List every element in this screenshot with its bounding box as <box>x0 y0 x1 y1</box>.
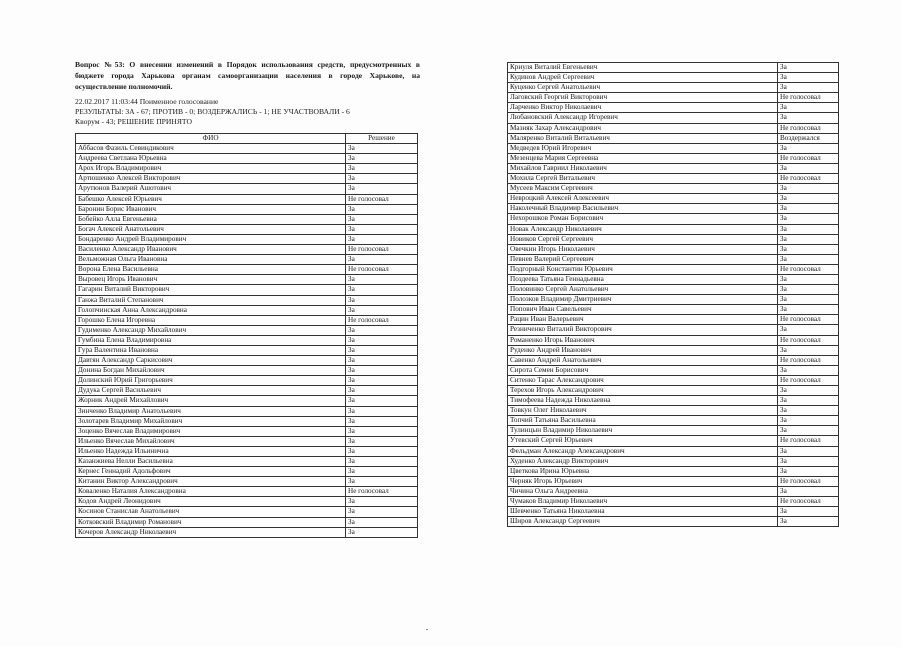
table-row <box>76 174 418 184</box>
vote-decision: Не голосовал <box>346 315 418 325</box>
vote-decision: За <box>778 386 839 396</box>
deputy-name: Подгорный Константин Юрьевич <box>508 264 778 274</box>
table-row <box>76 204 418 214</box>
deputy-name: Бондаренко Андрей Владимирович <box>76 234 346 244</box>
table-row <box>76 477 418 487</box>
deputy-name: Котковский Владимир Романович <box>76 517 346 527</box>
table-header-row <box>76 134 418 144</box>
deputy-name: Мусеев Максим Сергеевич <box>508 184 778 194</box>
deputy-name: Кернес Геннадий Адольфович <box>76 467 346 477</box>
table-row <box>508 204 839 214</box>
table-row <box>508 436 839 446</box>
table-row <box>508 143 839 153</box>
table-row <box>508 254 839 264</box>
vote-decision: Не голосовал <box>778 153 839 163</box>
deputy-name: Жорник Андрей Михайлович <box>76 396 346 406</box>
deputy-name: Вельможная Ольга Ивановна <box>76 255 346 265</box>
table-row <box>508 113 839 123</box>
vote-decision: За <box>778 244 839 254</box>
deputy-name: Дудука Сергей Васильевич <box>76 386 346 396</box>
table-row <box>76 285 418 295</box>
table-row <box>508 73 839 83</box>
vote-decision: За <box>778 446 839 456</box>
vote-decision: За <box>346 426 418 436</box>
table-row <box>508 274 839 284</box>
vote-decision: За <box>346 325 418 335</box>
deputy-name: Терехов Игорь Александрович <box>508 386 778 396</box>
deputy-name: Савенко Андрей Анатольевич <box>508 355 778 365</box>
table-row <box>76 366 418 376</box>
vote-decision: За <box>778 295 839 305</box>
table-row <box>76 194 418 204</box>
votes-table-right-body <box>508 63 839 527</box>
vote-decision: За <box>778 63 839 73</box>
deputy-name: Гудименко Александр Михайлович <box>76 325 346 335</box>
deputy-name: Мохила Сергей Витальевич <box>508 174 778 184</box>
deputy-name: Косинов Станислав Анатольевич <box>76 507 346 517</box>
vote-decision: За <box>778 456 839 466</box>
table-row <box>76 416 418 426</box>
table-row <box>76 527 418 537</box>
vote-decision: За <box>346 204 418 214</box>
vote-decision: Не голосовал <box>778 355 839 365</box>
vote-decision: За <box>346 446 418 456</box>
deputy-name: Овечкин Игорь Николаевич <box>508 244 778 254</box>
table-row <box>76 154 418 164</box>
vote-decision: За <box>346 416 418 426</box>
question-title: Вопрос №53: О внесении изменений в Порядок использования средств, предусмотренных в бюджете города Харькова органам самоорганизации населения в городе Харькове, на осуществление полномочий. <box>75 60 420 91</box>
table-row <box>76 245 418 255</box>
table-row <box>508 345 839 355</box>
table-row <box>508 305 839 315</box>
vote-decision: За <box>346 224 418 234</box>
vote-decision: Не голосовал <box>778 264 839 274</box>
vote-decision: За <box>778 113 839 123</box>
question-header <box>75 59 420 127</box>
vote-decision: За <box>346 295 418 305</box>
table-row <box>508 446 839 456</box>
deputy-name: Гура Валентина Ивановна <box>76 345 346 355</box>
table-row <box>76 376 418 386</box>
vote-decision: За <box>346 285 418 295</box>
table-row <box>508 194 839 204</box>
deputy-name: Кочеров Александр Николаевич <box>76 527 346 537</box>
deputy-name: Гумбина Елена Владимировна <box>76 335 346 345</box>
deputy-name: Гагарин Виталий Викторович <box>76 285 346 295</box>
table-row <box>508 133 839 143</box>
table-row <box>508 416 839 426</box>
vote-decision: Не голосовал <box>346 487 418 497</box>
vote-decision: За <box>778 396 839 406</box>
deputy-name: Куценко Сергей Анатольевич <box>508 83 778 93</box>
table-row <box>76 396 418 406</box>
deputy-name: Донина Богдан Михайлович <box>76 366 346 376</box>
table-row <box>76 325 418 335</box>
table-row <box>508 163 839 173</box>
table-row <box>508 123 839 133</box>
deputy-name: Золотарев Владимир Михайлович <box>76 416 346 426</box>
table-row <box>76 356 418 366</box>
column-header-decision: Решение <box>346 134 418 144</box>
table-row <box>76 426 418 436</box>
deputy-name: Топчий Татьяна Васильевна <box>508 416 778 426</box>
vote-decision: Не голосовал <box>346 194 418 204</box>
vote-decision: За <box>778 163 839 173</box>
table-row <box>76 275 418 285</box>
vote-decision: За <box>346 144 418 154</box>
table-row <box>76 406 418 416</box>
table-row <box>508 406 839 416</box>
vote-decision: За <box>346 184 418 194</box>
vote-decision: За <box>778 73 839 83</box>
vote-decision: За <box>346 174 418 184</box>
deputy-name: Артюшенко Алексей Викторович <box>76 174 346 184</box>
vote-decision: Не голосовал <box>778 123 839 133</box>
deputy-name: Медведев Юрий Игоревич <box>508 143 778 153</box>
vote-decision: За <box>346 335 418 345</box>
deputy-name: Невроцкий Алексей Алексеевич <box>508 194 778 204</box>
vote-decision: За <box>346 214 418 224</box>
deputy-name: Чичина Ольга Андреевна <box>508 486 778 496</box>
vote-decision: За <box>778 224 839 234</box>
vote-decision: За <box>778 285 839 295</box>
vote-decision: За <box>778 83 839 93</box>
vote-decision: За <box>778 184 839 194</box>
deputy-name: Бабешко Алексей Юрьевич <box>76 194 346 204</box>
vote-decision: За <box>778 486 839 496</box>
deputy-name: Арох Игорь Владимирович <box>76 164 346 174</box>
vote-decision: За <box>346 154 418 164</box>
table-row <box>76 184 418 194</box>
table-row <box>76 164 418 174</box>
table-row <box>76 315 418 325</box>
table-row <box>508 103 839 113</box>
table-row <box>508 174 839 184</box>
vote-decision: Не голосовал <box>778 375 839 385</box>
deputy-name: Поздеева Татьяна Геннадьевна <box>508 274 778 284</box>
table-row <box>508 325 839 335</box>
table-row <box>76 457 418 467</box>
vote-decision: За <box>778 254 839 264</box>
vote-decision: За <box>778 517 839 527</box>
table-row <box>508 93 839 103</box>
table-row <box>508 486 839 496</box>
vote-decision: Воздержался <box>778 133 839 143</box>
deputy-name: Давтян Александр Саркисович <box>76 356 346 366</box>
deputy-name: Шевченко Татьяна Николаевна <box>508 507 778 517</box>
vote-decision: За <box>778 143 839 153</box>
table-row <box>76 517 418 527</box>
table-row <box>508 517 839 527</box>
vote-decision: За <box>778 507 839 517</box>
table-row <box>76 224 418 234</box>
deputy-name: Бобейко Алла Евгеньевна <box>76 214 346 224</box>
table-row <box>76 144 418 154</box>
vote-decision: Не голосовал <box>778 93 839 103</box>
deputy-name: Андреева Светлана Юрьевна <box>76 154 346 164</box>
vote-decision: За <box>778 305 839 315</box>
table-row <box>76 487 418 497</box>
deputy-name: Новиков Сергей Сергеевич <box>508 234 778 244</box>
vote-decision: За <box>346 396 418 406</box>
deputy-name: Казанжиева Нелли Васильевна <box>76 457 346 467</box>
vote-decision: За <box>346 376 418 386</box>
table-row <box>76 467 418 477</box>
table-row <box>76 446 418 456</box>
deputy-name: Руденко Андрей Иванович <box>508 345 778 355</box>
deputy-name: Рацин Иван Валерьевич <box>508 315 778 325</box>
vote-results: РЕЗУЛЬТАТЫ: ЗА - 67; ПРОТИВ - 0; ВОЗДЕРЖАЛИСЬ - 1; НЕ УЧАСТВОВАЛИ - 6 <box>75 107 350 116</box>
vote-decision: Не голосовал <box>778 476 839 486</box>
deputy-name: Широв Александр Сергеевич <box>508 517 778 527</box>
table-row <box>76 255 418 265</box>
deputy-name: Чумаков Владимир Николаевич <box>508 497 778 507</box>
vote-decision: За <box>778 345 839 355</box>
deputy-name: Маляренко Виталий Витальевич <box>508 133 778 143</box>
vote-decision: За <box>778 204 839 214</box>
table-row <box>508 507 839 517</box>
vote-decision: Не голосовал <box>778 497 839 507</box>
vote-decision: За <box>778 416 839 426</box>
table-row <box>76 507 418 517</box>
deputy-name: Аббасов Фазиль Севиндикович <box>76 144 346 154</box>
deputy-name: Долинский Юрий Григорьевич <box>76 376 346 386</box>
vote-decision: За <box>778 365 839 375</box>
deputy-name: Товкун Олег Николаевич <box>508 406 778 416</box>
deputy-name: Ситенко Тарас Александрович <box>508 375 778 385</box>
deputy-name: Зинченко Владимир Анатольевич <box>76 406 346 416</box>
table-row <box>508 184 839 194</box>
vote-decision: За <box>778 194 839 204</box>
table-row <box>508 315 839 325</box>
vote-quorum: Кворум - 43; РЕШЕНИЕ ПРИНЯТО <box>75 117 192 126</box>
vote-decision: За <box>778 234 839 244</box>
deputy-name: Фельдман Александр Александрович <box>508 446 778 456</box>
table-row <box>76 295 418 305</box>
vote-decision: За <box>346 305 418 315</box>
vote-decision: За <box>346 436 418 446</box>
deputy-name: Ворона Елена Васильевна <box>76 265 346 275</box>
deputy-name: Коваленко Наталия Александровна <box>76 487 346 497</box>
deputy-name: Попович Иван Савельевич <box>508 305 778 315</box>
deputy-name: Арутюнов Валерий Ашотович <box>76 184 346 194</box>
deputy-name: Романенко Игорь Иванович <box>508 335 778 345</box>
table-row <box>508 83 839 93</box>
table-row <box>508 214 839 224</box>
table-row <box>76 214 418 224</box>
deputy-name: Новак Александр Николаевич <box>508 224 778 234</box>
table-row <box>76 335 418 345</box>
vote-decision: За <box>778 426 839 436</box>
table-row <box>508 153 839 163</box>
table-row <box>508 456 839 466</box>
deputy-name: Василенко Александр Иванович <box>76 245 346 255</box>
vote-decision: За <box>346 527 418 537</box>
deputy-name: Зоценко Вячеслав Владимирович <box>76 426 346 436</box>
deputy-name: Нехорошков Роман Борисович <box>508 214 778 224</box>
vote-decision: За <box>346 477 418 487</box>
deputy-name: Горошко Елена Игоревна <box>76 315 346 325</box>
deputy-name: Голопчинская Анна Александровна <box>76 305 346 315</box>
vote-decision: Не голосовал <box>346 245 418 255</box>
vote-decision: За <box>346 507 418 517</box>
vote-decision: За <box>346 234 418 244</box>
deputy-name: Худенко Александр Викторович <box>508 456 778 466</box>
deputy-name: Черняк Игорь Юрьевич <box>508 476 778 486</box>
table-row <box>76 234 418 244</box>
table-row <box>508 365 839 375</box>
table-row <box>508 466 839 476</box>
votes-table-right <box>507 62 839 527</box>
table-row <box>76 386 418 396</box>
vote-decision: За <box>346 345 418 355</box>
table-row <box>76 345 418 355</box>
deputy-name: Михайлов Гавриил Николаевич <box>508 163 778 173</box>
table-row <box>508 244 839 254</box>
vote-decision: За <box>778 406 839 416</box>
scan-speck <box>426 629 428 630</box>
vote-decision: За <box>778 325 839 335</box>
deputy-name: Цветкова Ирина Юрьевна <box>508 466 778 476</box>
deputy-name: Любановский Александр Игоревич <box>508 113 778 123</box>
table-row <box>76 436 418 446</box>
deputy-name: Китанин Виктор Александрович <box>76 477 346 487</box>
vote-datetime: 22.02.2017 11:03:44 Поименное голосование <box>75 97 219 106</box>
table-row <box>76 497 418 507</box>
table-row <box>508 285 839 295</box>
table-row <box>508 476 839 486</box>
table-row <box>508 63 839 73</box>
deputy-name: Половинко Сергей Анатольевич <box>508 285 778 295</box>
table-row <box>508 497 839 507</box>
deputy-name: Кодов Андрей Леонидович <box>76 497 346 507</box>
vote-decision: За <box>778 103 839 113</box>
deputy-name: Мазняк Захар Александрович <box>508 123 778 133</box>
deputy-name: Ильенко Надежда Ильинична <box>76 446 346 456</box>
deputy-name: Тимофеева Надежда Николаевна <box>508 396 778 406</box>
table-row <box>508 224 839 234</box>
deputy-name: Певнев Валерий Сергеевич <box>508 254 778 264</box>
table-row <box>508 264 839 274</box>
table-row <box>508 234 839 244</box>
deputy-name: Полозков Владимир Дмитриевич <box>508 295 778 305</box>
vote-decision: За <box>346 366 418 376</box>
deputy-name: Сирота Семен Борисович <box>508 365 778 375</box>
vote-decision: За <box>346 497 418 507</box>
vote-decision: Не голосовал <box>778 436 839 446</box>
deputy-name: Баронин Борис Иванович <box>76 204 346 214</box>
column-header-name: ФИО <box>76 134 346 144</box>
vote-decision: За <box>778 466 839 476</box>
vote-decision: За <box>346 467 418 477</box>
vote-decision: За <box>346 164 418 174</box>
deputy-name: Резниченко Виталий Викторович <box>508 325 778 335</box>
deputy-name: Ганжа Виталий Степанович <box>76 295 346 305</box>
deputy-name: Богач Алексей Анатольевич <box>76 224 346 234</box>
table-row <box>508 396 839 406</box>
deputy-name: Наколечный Владимир Васильевич <box>508 204 778 214</box>
deputy-name: Ильенко Вячеслав Михайлович <box>76 436 346 446</box>
votes-table-left-body <box>76 144 418 538</box>
vote-decision: За <box>778 214 839 224</box>
deputy-name: Утевский Сергей Юрьевич <box>508 436 778 446</box>
deputy-name: Мезенцева Мария Сергеевна <box>508 153 778 163</box>
vote-decision: Не голосовал <box>778 335 839 345</box>
table-row <box>508 386 839 396</box>
table-row <box>508 335 839 345</box>
deputy-name: Криуля Виталий Евгеньевич <box>508 63 778 73</box>
deputy-name: Выровец Игорь Иванович <box>76 275 346 285</box>
deputy-name: Лаговский Георгий Викторович <box>508 93 778 103</box>
table-row <box>508 375 839 385</box>
votes-table-left <box>75 133 418 538</box>
table-row <box>508 295 839 305</box>
table-row <box>76 265 418 275</box>
vote-decision: За <box>346 255 418 265</box>
vote-decision: Не голосовал <box>778 174 839 184</box>
vote-decision: Не голосовал <box>778 315 839 325</box>
deputy-name: Ларченко Виктор Николаевич <box>508 103 778 113</box>
table-row <box>508 426 839 436</box>
vote-decision: За <box>346 356 418 366</box>
vote-decision: За <box>778 274 839 284</box>
vote-decision: За <box>346 275 418 285</box>
vote-decision: За <box>346 457 418 467</box>
vote-decision: Не голосовал <box>346 265 418 275</box>
table-row <box>76 305 418 315</box>
deputy-name: Кудинов Андрей Сергеевич <box>508 73 778 83</box>
table-row <box>508 355 839 365</box>
deputy-name: Тулинцын Владимир Николаевич <box>508 426 778 436</box>
vote-decision: За <box>346 386 418 396</box>
vote-decision: За <box>346 406 418 416</box>
vote-decision: За <box>346 517 418 527</box>
